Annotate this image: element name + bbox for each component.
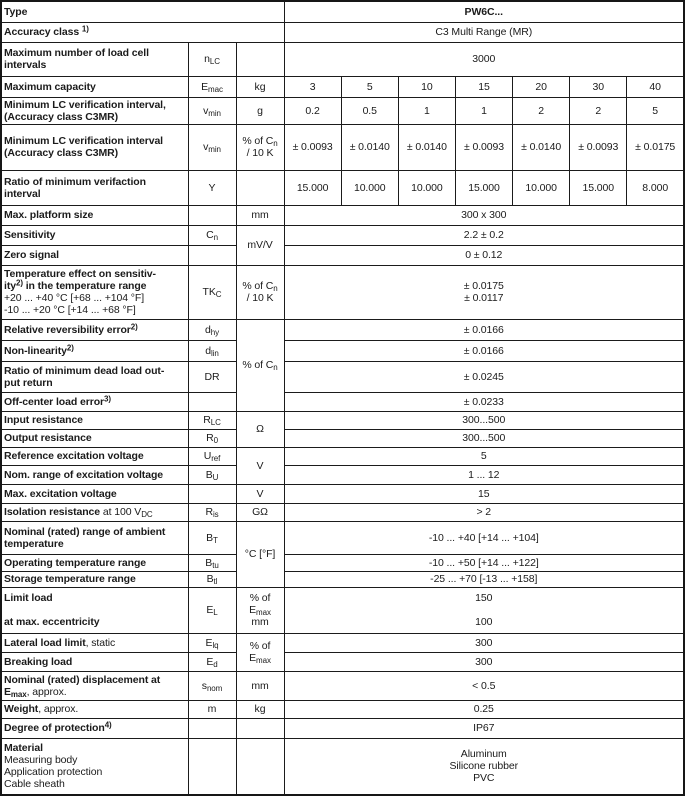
platform-size-value: 300 x 300	[284, 205, 684, 225]
min-verification-interval-g-label: Minimum LC verification interval, (Accuracy class C3MR)	[1, 97, 188, 124]
min-verification-interval-pct-value-3: ± 0.0093	[455, 124, 512, 170]
ratio-verification-interval-value-4: 10.000	[513, 170, 570, 205]
row-min-verification-interval-g	[1, 97, 684, 124]
material-unit	[236, 738, 284, 795]
max-excitation-voltage-unit: V	[236, 484, 284, 503]
min-verification-interval-g-value-1: 0.5	[341, 97, 398, 124]
reversibility-error-unit: % of Cn	[236, 319, 284, 411]
breaking-load-symbol: Ed	[188, 652, 236, 671]
output-resistance-value: 300...500	[284, 429, 684, 447]
lateral-load-limit-symbol: Elq	[188, 633, 236, 652]
max-excitation-voltage-symbol	[188, 484, 236, 503]
min-verification-interval-pct-unit: % of Cn / 10 K	[236, 124, 284, 170]
nominal-displacement-unit: mm	[236, 671, 284, 700]
reversibility-error-value: ± 0.0166	[284, 319, 684, 340]
ratio-verification-interval-value-2: 10.000	[398, 170, 455, 205]
maximum-capacity-value-5: 30	[570, 76, 627, 97]
min-verification-interval-g-symbol: vmin	[188, 97, 236, 124]
row-isolation-resistance	[1, 503, 684, 521]
non-linearity-value: ± 0.0166	[284, 340, 684, 361]
maximum-capacity-symbol: Emac	[188, 76, 236, 97]
min-verification-interval-g-value-4: 2	[513, 97, 570, 124]
maximum-capacity-value-0: 3	[284, 76, 341, 97]
input-resistance-symbol: RLC	[188, 411, 236, 429]
operating-temperature-range-label: Operating temperature range	[1, 554, 188, 571]
row-excitation-voltage-range	[1, 465, 684, 484]
input-resistance-value: 300...500	[284, 411, 684, 429]
reference-excitation-voltage-label: Reference excitation voltage	[1, 447, 188, 465]
nominal-displacement-label: Nominal (rated) displacement at Emax, approx.	[1, 671, 188, 700]
zero-signal-label: Zero signal	[1, 245, 188, 265]
reference-excitation-voltage-unit: V	[236, 447, 284, 484]
off-center-load-error-label: Off-center load error$^{3)}$	[1, 392, 188, 411]
lateral-load-limit-unit: % of Emax	[236, 633, 284, 671]
row-ambient-temperature-range	[1, 521, 684, 554]
row-max-excitation-voltage	[1, 484, 684, 503]
limit-load-symbol: EL	[188, 587, 236, 633]
weight-value: 0.25	[284, 700, 684, 718]
temperature-effect-unit: % of Cn / 10 K	[236, 265, 284, 319]
lateral-load-limit-value: 300	[284, 633, 684, 652]
ratio-verification-interval-value-3: 15.000	[455, 170, 512, 205]
min-verification-interval-g-value-3: 1	[455, 97, 512, 124]
row-material	[1, 738, 684, 795]
max-excitation-voltage-value: 15	[284, 484, 684, 503]
ratio-verification-interval-value-6: 8.000	[627, 170, 684, 205]
sensitivity-value: 2.2 ± 0.2	[284, 225, 684, 245]
reference-excitation-voltage-value: 5	[284, 447, 684, 465]
maximum-capacity-value-4: 20	[513, 76, 570, 97]
row-min-verification-interval-pct	[1, 124, 684, 170]
min-verification-interval-g-value-0: 0.2	[284, 97, 341, 124]
degree-of-protection-value: IP67	[284, 718, 684, 738]
row-lateral-load-limit	[1, 633, 684, 652]
lateral-load-limit-label: Lateral load limit, static	[1, 633, 188, 652]
ambient-temperature-range-symbol: BT	[188, 521, 236, 554]
isolation-resistance-value: > 2	[284, 503, 684, 521]
row-platform-size	[1, 205, 684, 225]
ratio-verification-interval-value-0: 15.000	[284, 170, 341, 205]
storage-temperature-range-label: Storage temperature range	[1, 571, 188, 587]
maximum-capacity-label: Maximum capacity	[1, 76, 188, 97]
min-verification-interval-pct-value-2: ± 0.0140	[398, 124, 455, 170]
ambient-temperature-range-unit: °C [°F]	[236, 521, 284, 587]
weight-symbol: m	[188, 700, 236, 718]
platform-size-symbol	[188, 205, 236, 225]
min-verification-interval-pct-value-1: ± 0.0140	[341, 124, 398, 170]
dead-load-output-return-label: Ratio of minimum dead load out- put return	[1, 361, 188, 392]
isolation-resistance-unit: GΩ	[236, 503, 284, 521]
maximum-capacity-value-2: 10	[398, 76, 455, 97]
input-resistance-unit: Ω	[236, 411, 284, 447]
reversibility-error-symbol: dhy	[188, 319, 236, 340]
platform-size-unit: mm	[236, 205, 284, 225]
min-verification-interval-pct-value-5: ± 0.0093	[570, 124, 627, 170]
load-cell-intervals-value: 3000	[284, 42, 684, 76]
load-cell-intervals-label: Maximum number of load cell intervals	[1, 42, 188, 76]
limit-load-value: 150 100	[284, 587, 684, 633]
isolation-resistance-label: Isolation resistance at 100 VDC	[1, 503, 188, 521]
row-degree-of-protection	[1, 718, 684, 738]
material-label: Material Measuring body Application protection Cable sheath	[1, 738, 188, 795]
ambient-temperature-range-label: Nominal (rated) range of ambient temperature	[1, 521, 188, 554]
breaking-load-label: Breaking load	[1, 652, 188, 671]
dead-load-output-return-symbol: DR	[188, 361, 236, 392]
sensitivity-label: Sensitivity	[1, 225, 188, 245]
breaking-load-value: 300	[284, 652, 684, 671]
row-output-resistance	[1, 429, 684, 447]
sensitivity-symbol: Cn	[188, 225, 236, 245]
storage-temperature-range-symbol: Btl	[188, 571, 236, 587]
non-linearity-label: Non-linearity$^{2)}$	[1, 340, 188, 361]
row-dead-load-output-return	[1, 361, 684, 392]
maximum-capacity-value-1: 5	[341, 76, 398, 97]
accuracy-class-label: Accuracy class $^{1)}$	[1, 22, 284, 42]
min-verification-interval-pct-value-0: ± 0.0093	[284, 124, 341, 170]
row-storage-temperature-range	[1, 571, 684, 587]
excitation-voltage-range-value: 1 ... 12	[284, 465, 684, 484]
ratio-verification-interval-symbol: Y	[188, 170, 236, 205]
row-weight	[1, 700, 684, 718]
row-load-cell-intervals	[1, 42, 684, 76]
sensitivity-unit: mV/V	[236, 225, 284, 265]
dead-load-output-return-value: ± 0.0245	[284, 361, 684, 392]
temperature-effect-symbol: TKC	[188, 265, 236, 319]
row-type	[1, 1, 684, 22]
max-excitation-voltage-label: Max. excitation voltage	[1, 484, 188, 503]
weight-label: Weight, approx.	[1, 700, 188, 718]
ratio-verification-interval-value-1: 10.000	[341, 170, 398, 205]
min-verification-interval-pct-value-4: ± 0.0140	[513, 124, 570, 170]
min-verification-interval-pct-symbol: vmin	[188, 124, 236, 170]
storage-temperature-range-value: -25 ... +70 [-13 ... +158]	[284, 571, 684, 587]
excitation-voltage-range-symbol: BU	[188, 465, 236, 484]
row-temperature-effect	[1, 265, 684, 319]
ambient-temperature-range-value: -10 ... +40 [+14 ... +104]	[284, 521, 684, 554]
degree-of-protection-unit	[236, 718, 284, 738]
off-center-load-error-symbol	[188, 392, 236, 411]
temperature-effect-label: Temperature effect on sensitiv- ity$^{2)}$ in the temperature range +20 ... +40 °C [+68 ... +104 °F] -10 ... +20 °C [+14 ... +68 °F]	[1, 265, 188, 319]
degree-of-protection-label: Degree of protection$^{4)}$	[1, 718, 188, 738]
excitation-voltage-range-label: Nom. range of excitation voltage	[1, 465, 188, 484]
zero-signal-value: 0 ± 0.12	[284, 245, 684, 265]
row-zero-signal	[1, 245, 684, 265]
load-cell-intervals-symbol: nLC	[188, 42, 236, 76]
off-center-load-error-value: ± 0.0233	[284, 392, 684, 411]
maximum-capacity-value-6: 40	[627, 76, 684, 97]
row-reference-excitation-voltage	[1, 447, 684, 465]
row-breaking-load	[1, 652, 684, 671]
min-verification-interval-pct-label: Minimum LC verification interval (Accuracy class C3MR)	[1, 124, 188, 170]
degree-of-protection-symbol	[188, 718, 236, 738]
isolation-resistance-symbol: Ris	[188, 503, 236, 521]
limit-load-label: Limit load at max. eccentricity	[1, 587, 188, 633]
row-limit-load	[1, 587, 684, 633]
row-nominal-displacement	[1, 671, 684, 700]
input-resistance-label: Input resistance	[1, 411, 188, 429]
row-reversibility-error	[1, 319, 684, 340]
zero-signal-symbol	[188, 245, 236, 265]
min-verification-interval-g-value-2: 1	[398, 97, 455, 124]
min-verification-interval-g-value-6: 5	[627, 97, 684, 124]
row-non-linearity	[1, 340, 684, 361]
non-linearity-symbol: dlin	[188, 340, 236, 361]
accuracy-class-value: C3 Multi Range (MR)	[284, 22, 684, 42]
type-label: Type	[1, 1, 284, 22]
min-verification-interval-g-unit: g	[236, 97, 284, 124]
reference-excitation-voltage-symbol: Uref	[188, 447, 236, 465]
min-verification-interval-pct-value-6: ± 0.0175	[627, 124, 684, 170]
output-resistance-symbol: R0	[188, 429, 236, 447]
platform-size-label: Max. platform size	[1, 205, 188, 225]
ratio-verification-interval-value-5: 15.000	[570, 170, 627, 205]
min-verification-interval-g-value-5: 2	[570, 97, 627, 124]
reversibility-error-label: Relative reversibility error$^{2)}$	[1, 319, 188, 340]
material-symbol	[188, 738, 236, 795]
nominal-displacement-value: < 0.5	[284, 671, 684, 700]
maximum-capacity-unit: kg	[236, 76, 284, 97]
row-sensitivity	[1, 225, 684, 245]
load-cell-intervals-unit	[236, 42, 284, 76]
nominal-displacement-symbol: snom	[188, 671, 236, 700]
ratio-verification-interval-label: Ratio of minimum verifaction interval	[1, 170, 188, 205]
ratio-verification-interval-unit	[236, 170, 284, 205]
row-maximum-capacity	[1, 76, 684, 97]
operating-temperature-range-value: -10 ... +50 [+14 ... +122]	[284, 554, 684, 571]
weight-unit: kg	[236, 700, 284, 718]
material-value: Aluminum Silicone rubber PVC	[284, 738, 684, 795]
limit-load-unit: % of Emax mm	[236, 587, 284, 633]
maximum-capacity-value-3: 15	[455, 76, 512, 97]
row-ratio-verification-interval	[1, 170, 684, 205]
row-accuracy-class	[1, 22, 684, 42]
row-off-center-load-error	[1, 392, 684, 411]
row-operating-temperature-range	[1, 554, 684, 571]
temperature-effect-value: ± 0.0175 ± 0.0117	[284, 265, 684, 319]
row-input-resistance	[1, 411, 684, 429]
type-value: PW6C...	[284, 1, 684, 22]
output-resistance-label: Output resistance	[1, 429, 188, 447]
operating-temperature-range-symbol: Btu	[188, 554, 236, 571]
